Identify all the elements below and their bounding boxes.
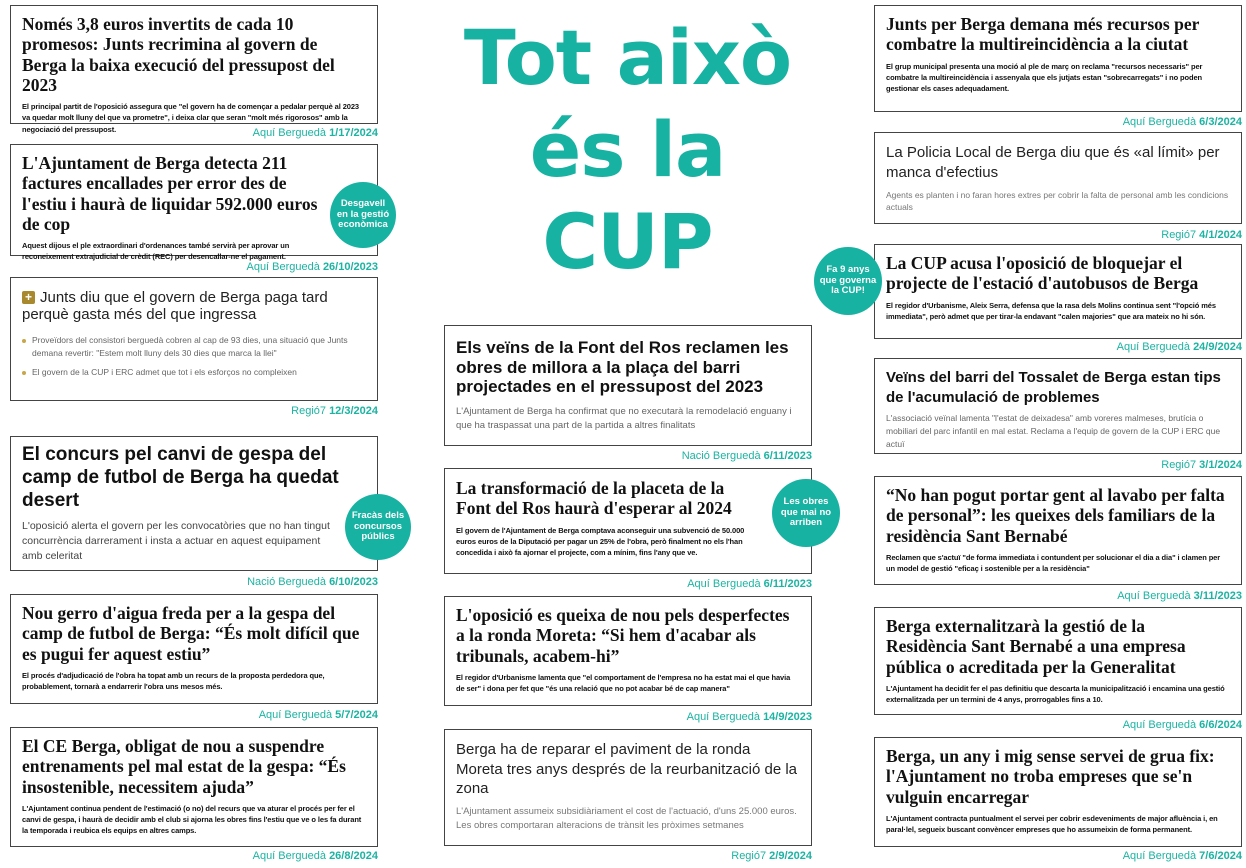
badge-public-tenders-failure: Fracàs dels concursos públics [345,494,411,560]
news-source: Aquí Berguedà 14/9/2023 [686,711,812,723]
news-summary: L'Ajuntament contracta puntualment el servei per cobrir esdeveniments de major afluència i, en paral·lel, segueix buscant convèncer empreses que ho assumeixin de forma permanent. [886,813,1218,835]
news-card[interactable] [10,144,378,262]
news-title: Berga ha de reparar el paviment de la ronda Moreta tres anys després de la reurbanització de la zona [456,741,798,797]
news-card[interactable] [10,436,378,571]
news-source: Regió7 2/9/2024 [731,850,812,862]
news-title: Junts per Berga demana més recursos per combatre la multireincidència a la ciutat [886,14,1200,55]
news-source: Aquí Berguedà 1/17/2024 [252,127,378,139]
news-card[interactable] [874,737,1242,847]
news-summary: L'Ajuntament ha decidit fer el pas definitiu que descarta la municipalització i encamina una gestió externalitzada per un termini de 4 anys, prorrogables fins a 10. [886,683,1225,705]
news-summary: El regidor d'Urbanisme, Aleix Serra, defensa que la rasa dels Molins continua sent "l'opció més immediata", però admet que per tirar-la endavant "calen majories" que ara mateix no hi són. [886,300,1216,321]
news-title: La Policia Local de Berga diu que és «al límit» per manca d'efectius [886,144,1220,182]
news-summary: Reclamen que s'actuï "de forma immediata i contundent per solucionar el dia a dia" i clamen per un model de gestió "eficaç i sostenible per a la residència" [886,552,1221,574]
news-summary: Agents es planten i no faran hores extres per cobrir la falta de personal amb les condicions actuals [886,189,1229,213]
news-source: Aquí Berguedà 3/11/2023 [1117,590,1242,602]
news-card[interactable] [444,729,812,846]
news-source: Regió7 3/1/2024 [1161,459,1242,471]
news-summary: L'Ajuntament de Berga ha confirmat que no executarà la remodelació enguany i que ha traspassat una part de la partida a altres finalitats [456,406,792,431]
news-summary: L'oposició alerta el govern per les convocatòries que no han tingut concurrència darrerament i insta a actuar en aquest equipament amb celeritat [22,519,330,562]
news-source: Regió7 12/3/2024 [291,405,378,417]
news-source: Aquí Berguedà 6/6/2024 [1122,719,1242,731]
news-summary: L'Ajuntament continua pendent de l'estimació (o no) del recurs que va aturar el procés per fer el canvi de gespa, i haurà de decidir amb el club si ajorna les obres fins l'estiu que ve o les fa durant la temporada i reubica els equips en altres camps. [22,803,362,836]
news-title: El CE Berga, obligat de nou a suspendre entrenaments pel mal estat de la gespa: “És insostenible, necessitem ajuda” [22,736,346,797]
news-card[interactable] [10,277,378,401]
news-card[interactable] [874,244,1242,339]
headline-line-2: és la [529,105,726,194]
news-title: Junts diu que el govern de Berga paga tard perquè gasta més del que ingressa [22,289,328,324]
news-card[interactable] [444,596,812,706]
news-title: L'oposició es queixa de nou pels desperfectes a la ronda Moreta: “Si hem d'acabar als tribunals, acabem-hi” [456,605,790,666]
news-source: Aquí Berguedà 5/7/2024 [258,709,378,721]
news-card[interactable] [10,727,378,847]
news-summary: El regidor d'Urbanisme lamenta que "el comportament de l'empresa no ha estat mai el que havia de ser" i dona per fet que "és una relació que no pot acabar bé de cap manera" [456,672,791,694]
news-source: Nació Berguedà 6/11/2023 [681,450,812,462]
main-headline [440,12,815,288]
badge-works-never-arrive: Les obres que mai no arriben [772,479,840,547]
news-source: Aquí Berguedà 26/8/2024 [252,850,378,862]
news-summary: L'associació veïnal lamenta "l'estat de deixadesa" amb voreres malmeses, brutícia o mobiliari del parc infantil en mal estat. Reclama a l'equip de govern de la CUP i ERC que actuï [886,413,1221,449]
news-summary: El govern de l'Ajuntament de Berga comptava aconseguir una subvenció de 50.000 euros euros de la Diputació per pagar un 25% de l'obra, però finalment no els l'han concedida i això fa ajornar el projecte, com a mínim, fins l'any que ve. [456,525,745,558]
news-title: Berga, un any i mig sense servei de grua fix: l'Ajuntament no troba empreses que se'n vulguin encarregar [886,746,1215,807]
news-source: Aquí Berguedà 6/11/2023 [687,578,812,590]
plus-icon: + [22,291,35,304]
badge-economic-mismanagement: Desgavell en la gestió econòmica [330,182,396,248]
news-title: Només 3,8 euros invertits de cada 10 promesos: Junts recrimina al govern de Berga la baixa execució del pressupost del 2023 [22,14,335,95]
news-summary: Aquest dijous el ple extraordinari d'ordenances també servirà per aprovar un reconeixement extrajudicial de crèdit (REC) per desencallar-ne el pagament. [22,241,290,262]
news-title: Veïns del barri del Tossalet de Berga estan tips de l'acumulació de problemes [886,369,1221,406]
news-card[interactable] [874,5,1242,112]
news-title: Nou gerro d'aigua freda per a la gespa del camp de futbol de Berga: “És molt difícil que es pugui fer aquest estiu” [22,603,360,664]
news-card[interactable] [444,325,812,446]
news-bullet: El govern de la CUP i ERC admet que tot i els esforços no compleixen [22,366,366,379]
news-source: Aquí Berguedà 6/3/2024 [1122,116,1242,128]
news-title: La CUP acusa l'oposició de bloquejar el projecte de l'estació d'autobusos de Berga [886,253,1199,294]
news-title: La transformació de la placeta de la Font del Ros haurà d'esperar al 2024 [456,478,732,519]
news-summary: El principal partit de l'oposició assegura que "el govern ha de començar a pedalar perquè al 2023 va quedar molt lluny del que va prometre", i deixa clar que seran "molt més rigorosos" amb la negociació del pressupost. [22,102,360,134]
news-card[interactable] [874,607,1242,715]
news-source: Nació Berguedà 6/10/2023 [247,576,378,588]
news-card[interactable] [874,358,1242,454]
news-summary: L'Ajuntament assumeix subsidiàriament el cost de l'actuació, d'uns 25.000 euros. Les obres comportaran alteracions de trànsit les pròximes setmanes [456,805,797,831]
news-source: Aquí Berguedà 26/10/2023 [246,261,378,273]
news-card[interactable] [874,132,1242,224]
news-source: Regió7 4/1/2024 [1161,229,1242,241]
news-title: “No han pogut portar gent al lavabo per falta de personal”: les queixes dels familiars de la residència Sant Bernabé [886,485,1225,546]
news-source: Aquí Berguedà 7/6/2024 [1122,850,1242,862]
badge-cup-nine-years: Fa 9 anys que governa la CUP! [814,247,882,315]
headline-line-1: Tot això [463,13,792,102]
news-card[interactable] [10,594,378,704]
news-title: Els veïns de la Font del Ros reclamen les obres de millora a la plaça del barri projectades en el pressupost del 2023 [456,338,789,397]
news-card[interactable] [874,476,1242,585]
news-card[interactable] [444,468,812,574]
news-summary: El grup municipal presenta una moció al ple de març on reclama "recursos necessaris" per combatre la multireincidència i assenyala que els jutjats estan "sobrecarregats" i no poden gestionar els cases adequadament. [886,61,1203,94]
news-title: Berga externalitzarà la gestió de la Residència Sant Bernabé a una empresa pública o acreditada per la Generalitat [886,616,1186,677]
news-source: Aquí Berguedà 24/9/2024 [1116,341,1242,353]
news-summary: El procés d'adjudicació de l'obra ha topat amb un recurs de la proposta perdedora que, probablement, tornarà a endarrerir l'obra uns mesos més. [22,670,325,692]
news-bullet: Proveïdors del consistori berguedà cobren al cap de 93 dies, una situació que Junts demana revertir: "Estem molt lluny dels 30 dies que marca la llei" [22,334,366,360]
headline-line-3: CUP [542,197,713,286]
news-title: L'Ajuntament de Berga detecta 211 factures encallades per error des de l'estiu i haurà de liquidar 592.000 euros de cop [22,153,318,234]
news-bullets [22,334,366,380]
news-title: El concurs pel canvi de gespa del camp de futbol de Berga ha quedat desert [22,444,339,512]
